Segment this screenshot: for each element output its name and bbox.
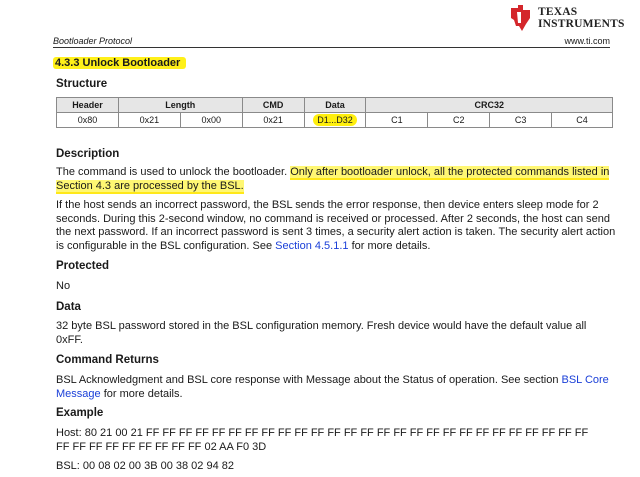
description-paragraph-2 [56,199,616,253]
ti-brand-text: TEXAS INSTRUMENTS [538,6,625,30]
highlighted-text: Only after bootloader unlock, all the protected commands listed in Section 4.3 are processed by the BSL. [56,166,610,192]
table-cell: 0x21 [118,113,180,128]
table-cell: C1 [366,113,428,128]
example-host-line: Host: 80 21 00 21 FF FF FF FF FF FF FF FF FF FF FF FF FF FF FF FF FF FF FF FF FF FF FF FF FF FF FF FF FF FF FF FF FF FF FF FF 02 AA F0 3D [56,427,589,453]
command-returns-heading: Command Returns [56,354,159,366]
returns-text: BSL Acknowledgment and BSL core response with Message about the Status of operation. See section [56,374,562,386]
section-title: 4.3.3 Unlock Bootloader [53,57,186,69]
table-header-cell: CMD [242,98,304,113]
table-cell: C3 [490,113,552,128]
table-cell: C4 [552,113,613,128]
table-header-cell: Header [57,98,119,113]
highlighted-data-value: D1...D32 [313,114,357,126]
table-cell: 0x21 [242,113,304,128]
table-cell-data [304,113,366,128]
ti-logo-icon [508,4,534,32]
table-cell: 0x00 [180,113,242,128]
data-heading: Data [56,301,81,313]
table-header-row [57,98,613,113]
table-header-cell: Data [304,98,366,113]
document-header-url: www.ti.com [564,36,610,46]
data-paragraph: 32 byte BSL password stored in the BSL configuration memory. Fresh device would have the default value all 0xFF. [56,320,587,346]
table-cell: 0x80 [57,113,119,128]
table-header-cell: CRC32 [366,98,613,113]
protected-value: No [56,280,71,292]
description-heading: Description [56,148,120,160]
description-text: for more details. [348,239,431,252]
protected-heading: Protected [56,260,110,272]
example-bsl-line: BSL: 00 08 02 00 3B 00 38 02 94 82 [56,460,234,472]
table-header-cell: Length [118,98,242,113]
returns-text: for more details. [100,387,183,400]
table-cell: C2 [428,113,490,128]
document-header-title: Bootloader Protocol [53,36,133,46]
command-returns-paragraph [56,374,616,401]
bsl-core-message-link[interactable]: BSL Core Message [56,374,609,400]
ti-logo [508,4,623,34]
structure-heading: Structure [56,78,108,90]
description-text: If the host sends an incorrect password, the BSL sends the error response, then device enters sleep mode for 2 seconds. During this 2-second window, no command is received or processed. After 2 seconds, the host can send the next password. If an incorrect password is sent 3 times, a security alert action is taken. The security alert action is configurable in the BSL configuration. See [56,199,616,252]
section-link[interactable]: Section 4.5.1.1 [275,239,349,252]
structure-table [56,97,613,128]
description-text: The command is used to unlock the bootloader. [56,166,291,178]
description-paragraph-1 [56,166,616,193]
header-divider [53,47,610,48]
example-heading: Example [56,407,104,419]
table-row [57,113,613,128]
